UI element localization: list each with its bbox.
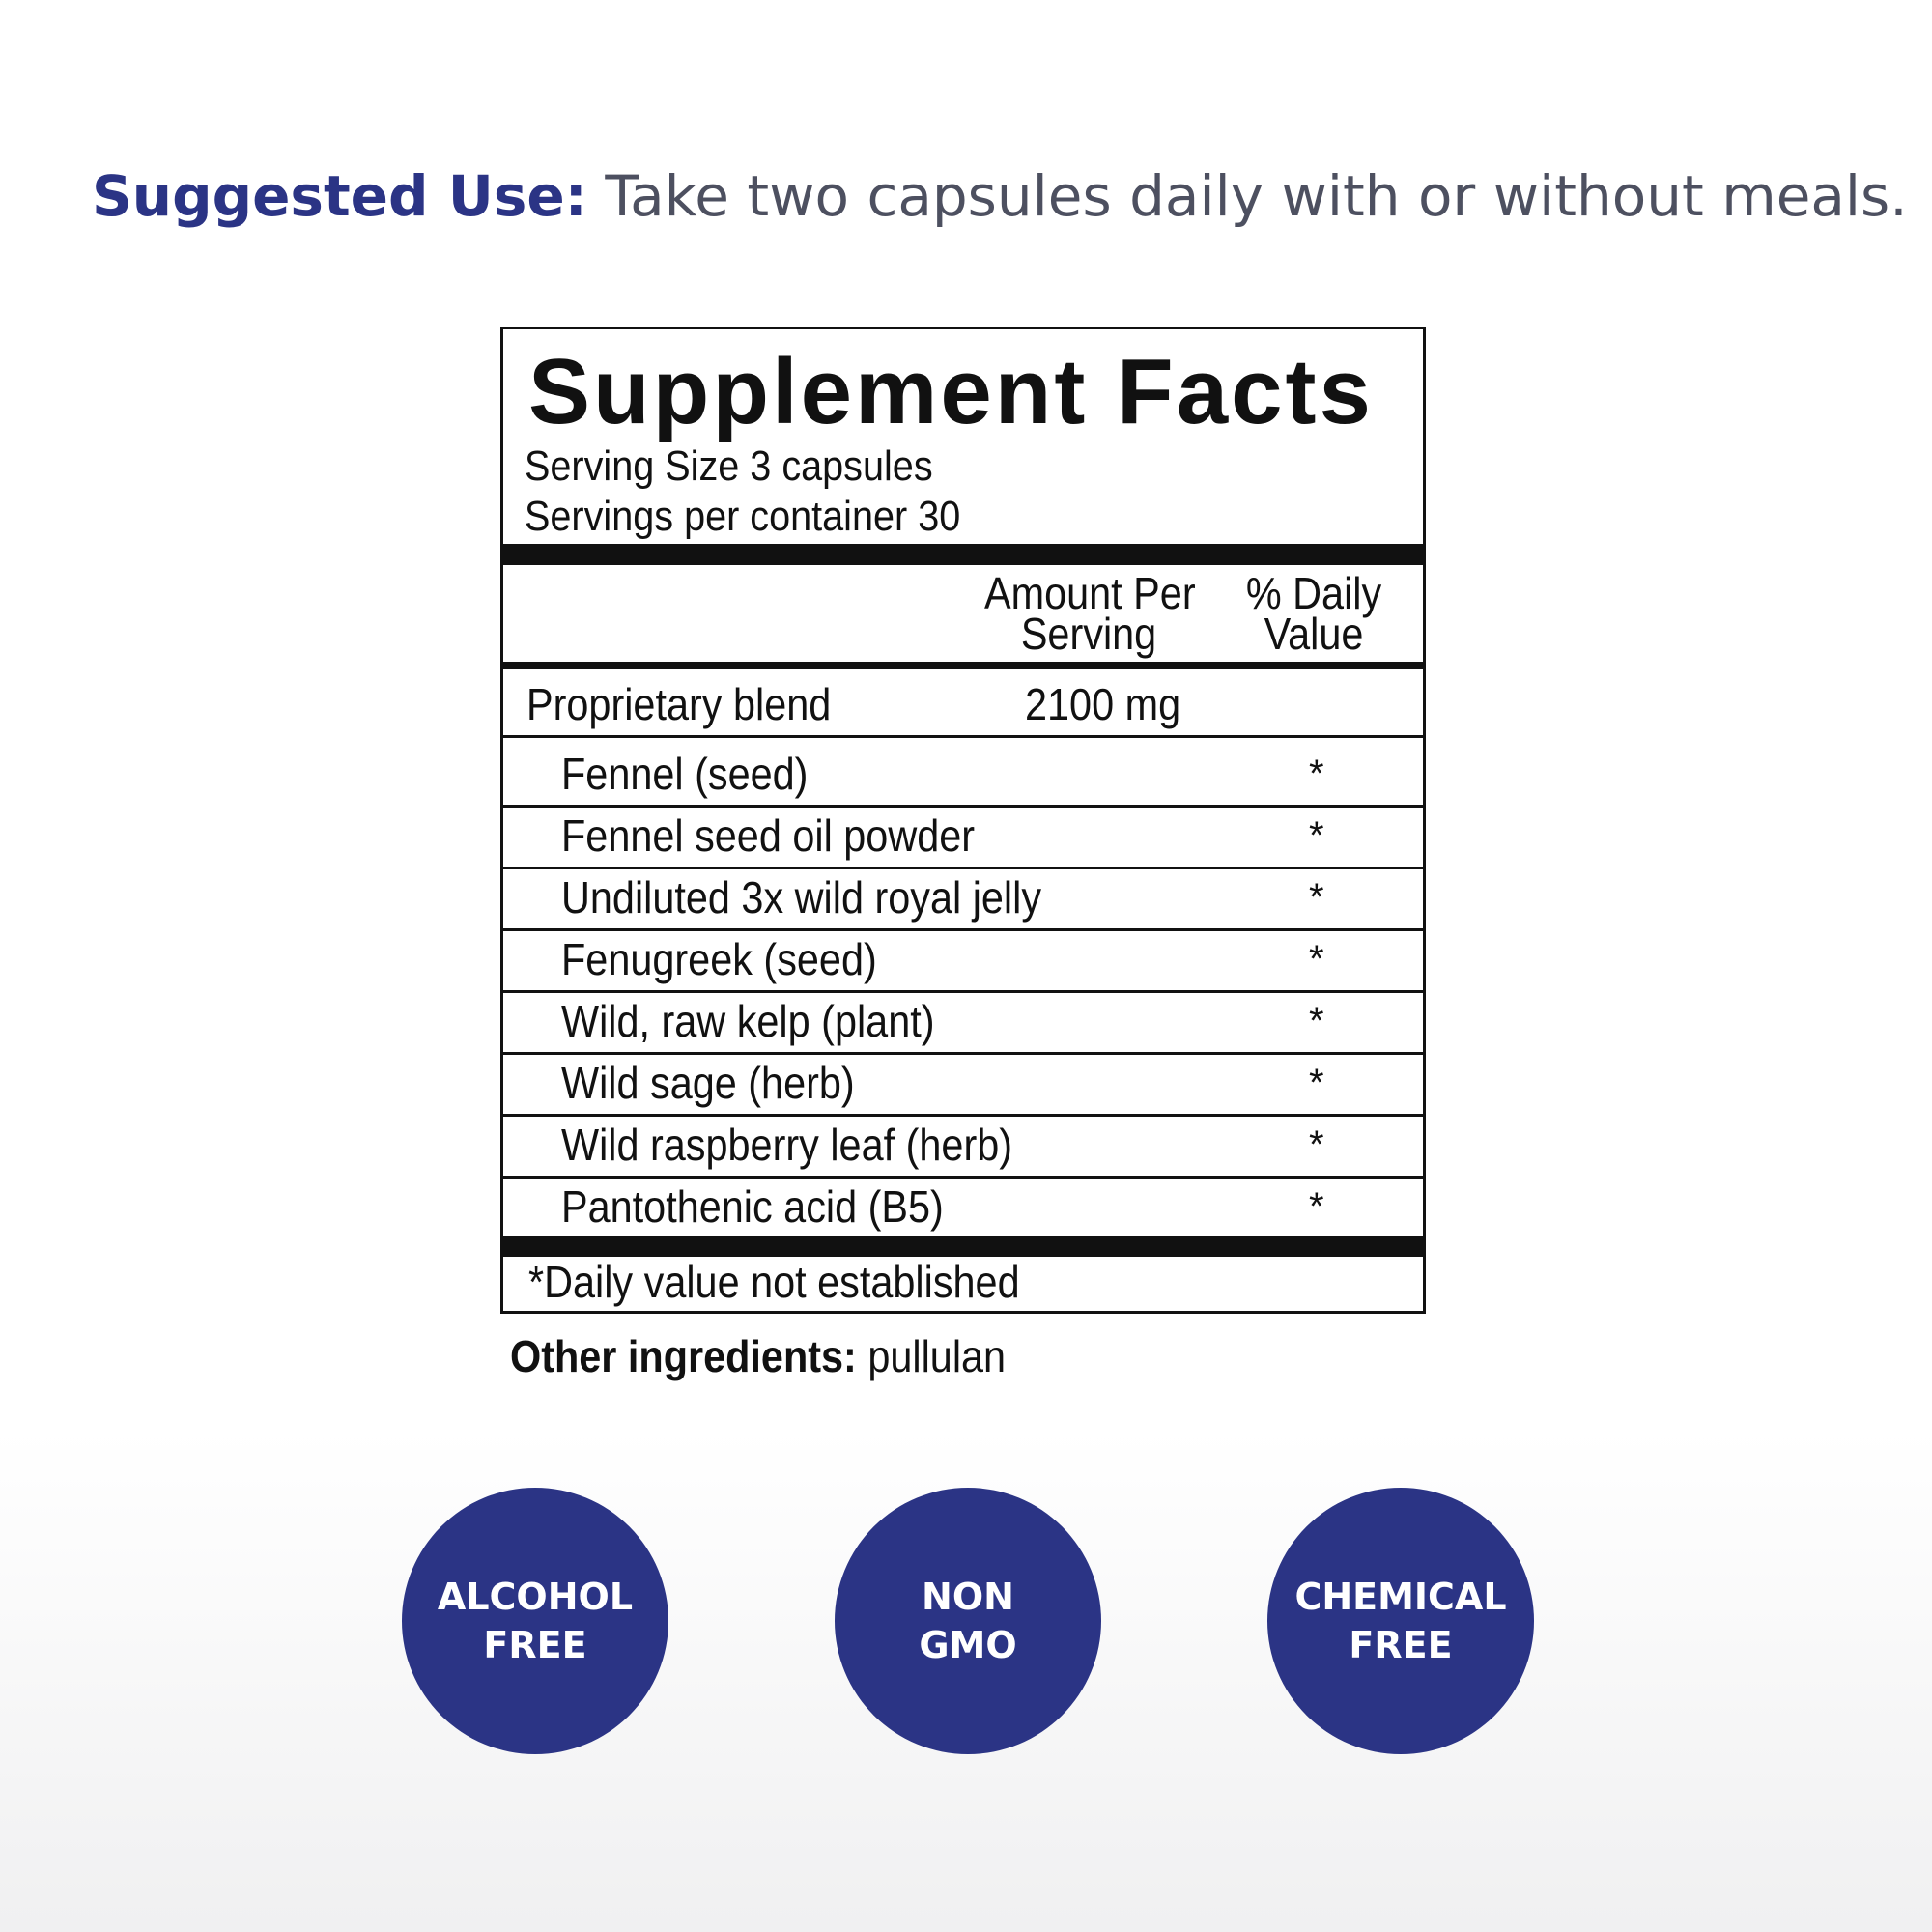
badge-line1: NON: [922, 1576, 1014, 1618]
amount-header-line1: Amount Per: [984, 568, 1196, 618]
ingredient-name: Wild raspberry leaf (herb): [561, 1120, 1013, 1170]
badge-line2: FREE: [483, 1624, 587, 1666]
ingredient-name: Wild, raw kelp (plant): [561, 996, 935, 1046]
suggested-use-label: Suggested Use:: [92, 163, 587, 229]
ingredient-dv: *: [1309, 753, 1324, 795]
badge-alcohol-free: [402, 1488, 668, 1754]
thick-divider: [503, 1236, 1423, 1257]
ingredient-dv: *: [1309, 938, 1324, 980]
badge-non-gmo: [835, 1488, 1101, 1754]
ingredient-dv: *: [1309, 1062, 1324, 1104]
suggested-use-text: Take two capsules daily with or without meals.: [605, 163, 1908, 229]
ingredient-dv: *: [1309, 1123, 1324, 1166]
other-ingredients: [510, 1327, 1006, 1385]
servings-per-container: Servings per container 30: [525, 493, 961, 540]
ingredient-dv: *: [1309, 814, 1324, 857]
other-ingredients-text: pullulan: [867, 1331, 1007, 1381]
ingredient-dv: *: [1309, 1000, 1324, 1042]
badge-line2: GMO: [919, 1624, 1017, 1666]
thick-divider: [503, 544, 1423, 565]
badge-chemical-free: [1267, 1488, 1534, 1754]
supplement-facts-title: Supplement Facts: [528, 340, 1374, 443]
row-divider: [503, 735, 1423, 738]
dv-header-line1: % Daily: [1245, 568, 1382, 618]
amount-header-line2: Serving: [1020, 609, 1157, 659]
ingredient-name: Fennel (seed): [561, 749, 809, 799]
ingredient-name: Undiluted 3x wild royal jelly: [561, 872, 1042, 923]
serving-size: Serving Size 3 capsules: [525, 442, 933, 490]
blend-name: Proprietary blend: [526, 679, 832, 729]
ingredient-dv: *: [1309, 876, 1324, 919]
other-ingredients-label: Other ingredients:: [510, 1331, 857, 1381]
badge-line2: FREE: [1349, 1624, 1453, 1666]
badge-line1: ALCOHOL: [437, 1576, 634, 1618]
ingredient-name: Fennel seed oil powder: [561, 810, 976, 861]
supplement-facts-panel: [500, 327, 1426, 1314]
daily-value-footnote: *Daily value not established: [528, 1257, 1020, 1307]
blend-amount: 2100 mg: [1025, 679, 1181, 729]
badge-line1: CHEMICAL: [1294, 1576, 1507, 1618]
header-divider: [503, 662, 1423, 669]
daily-value-header: [1240, 568, 1388, 659]
suggested-use: [92, 162, 1908, 230]
ingredient-name: Wild sage (herb): [561, 1058, 855, 1108]
ingredient-dv: *: [1309, 1185, 1324, 1228]
ingredient-name: Fenugreek (seed): [561, 934, 877, 984]
dv-header-line2: Value: [1264, 609, 1364, 659]
ingredient-name: Pantothenic acid (B5): [561, 1181, 944, 1232]
amount-per-serving-header: [984, 568, 1196, 659]
